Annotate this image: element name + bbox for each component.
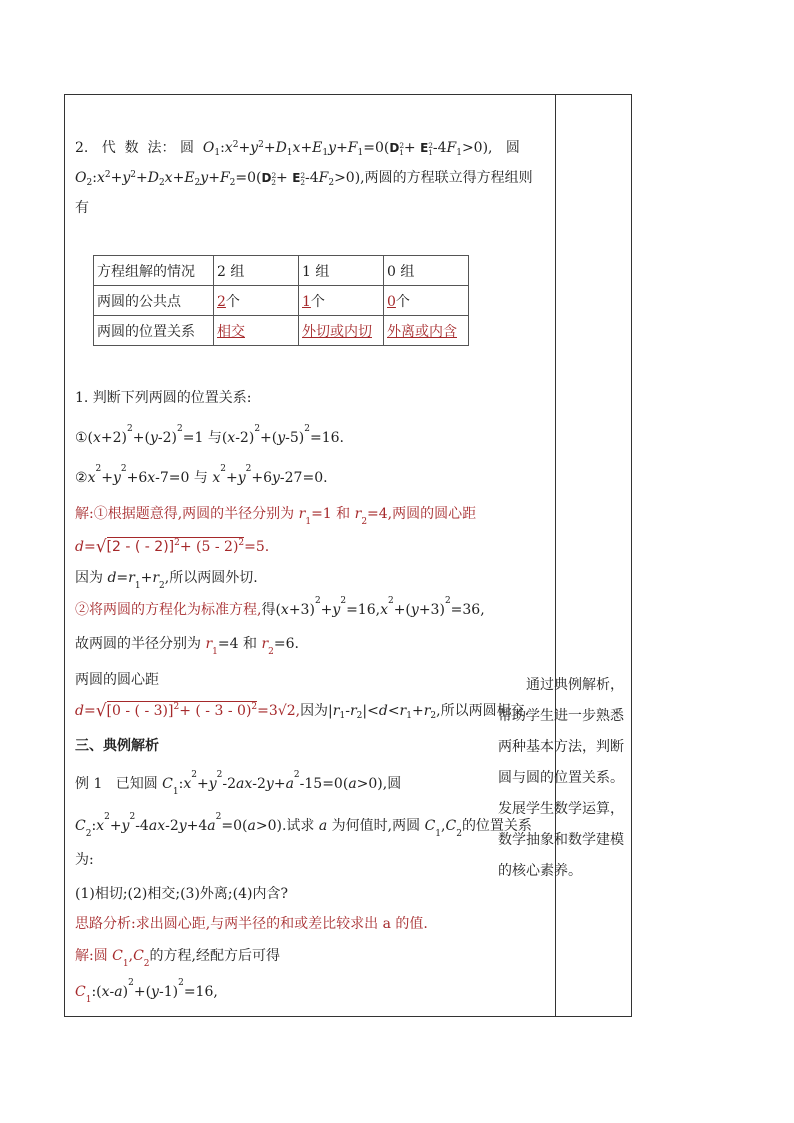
section-heading: 三、典例解析	[75, 738, 159, 754]
solution-line-6: 两圆的圆心距	[75, 672, 159, 688]
table-row	[94, 286, 469, 316]
side-note: 通过典例解析，帮助学生进一步熟悉两种基本方法，判断圆与圆的位置关系。发展学生数学运算，数学抽象和数学建模的核心素养。	[498, 677, 624, 879]
table-cell: 相交	[214, 316, 299, 346]
exercise-item-1: $①(x+2)^2+(y-2)^2=1$ 与$(x-2)^2+(y-5)^2=16$.	[75, 424, 345, 446]
example-line-3: 为:	[75, 852, 94, 868]
table-cell: 两圆的公共点	[94, 286, 214, 316]
table-cell: 2个	[214, 286, 299, 316]
example-line-2: $C_2:x^2+y^2-4ax-2y+4a^2=0(a>0)$.试求 a 为何值时,两圆 $C_1,C_2$的位置关系	[75, 812, 532, 839]
solution-intro: 解:圆 $C_1,C_2$的方程,经配方后可得	[75, 948, 280, 969]
method-line-3: 有	[75, 200, 89, 216]
method-line-2: $O_2:x^2+y^2+D_2x+E_2y+F_2=0(D^2_2+ E^2_2-4F_2>0)$,两圆的方程联立得方程组则	[75, 170, 533, 188]
table-row	[94, 256, 469, 286]
sqrt-symbol: √ [2 - ( - 2)]$^2$+ (5 - 2)$^2$	[96, 537, 244, 558]
table-cell: 两圆的位置关系	[94, 316, 214, 346]
example-line-1: 例 1 已知圆 $C_1:x^2+y^2-2ax-2y+a^2-15=0(a>0)$,圆	[75, 770, 402, 797]
table-cell: 1个	[299, 286, 384, 316]
table-cell: 0个	[384, 286, 469, 316]
analysis-text: 思路分析:求出圆心距,与两半径的和或差比较求出 a 的值.	[75, 916, 428, 932]
solution-line-3: 因为 $d=r_1+r_2$,所以两圆外切.	[75, 570, 258, 591]
main-column	[75, 95, 545, 1016]
solution-line-4: ②将两圆的方程化为标准方程,得$(x+3)^2+y^2=16,x^2+(y+3)^2=36$,	[75, 596, 485, 618]
example-question: (1)相切;(2)相交;(3)外离;(4)内含?	[75, 886, 288, 902]
exercise-item-2: $②x^2+y^2+6x-7=0$ 与 $x^2+y^2+6y-27=0$.	[75, 464, 328, 486]
table-cell: 0 组	[384, 256, 469, 286]
solution-line-2: d=√ [2 - ( - 2)]$^2$+ (5 - 2)$^2$=5.	[75, 537, 269, 558]
method-line-1: 2. 代 数 法： 圆 $O_1:x^2+y^2+D_1x+E_1y+F_1=0(D^2_1+ E^2_1-4F_1>0)$, 圆	[75, 140, 520, 158]
table-cell: 外切或内切	[299, 316, 384, 346]
table-cell: 1 组	[299, 256, 384, 286]
table-row	[94, 316, 469, 346]
exercise-title: 1. 判断下列两圆的位置关系:	[75, 390, 252, 406]
solution-line-7: d=√ [0 - ( - 3)]$^2$+ ( - 3 - 0)$^2$=3√2,因为$|r_1-r_2|<d<r_1+r_2$,所以两圆相交.	[75, 701, 529, 722]
table-cell: 2 组	[214, 256, 299, 286]
table-cell: 外离或内含	[384, 316, 469, 346]
solution-equation: $C_1:(x-a)^2+(y-1)^2=16$,	[75, 978, 218, 1005]
table-cell: 方程组解的情况	[94, 256, 214, 286]
solution-line-5: 故两圆的半径分别为 $r_1=4$ 和 $r_2=6$.	[75, 636, 299, 657]
solution-line-1: 解:①根据题意得,两圆的半径分别为 $r_1=1$ 和 $r_2=4$,两圆的圆心距	[75, 506, 477, 527]
solution-table	[93, 255, 469, 346]
